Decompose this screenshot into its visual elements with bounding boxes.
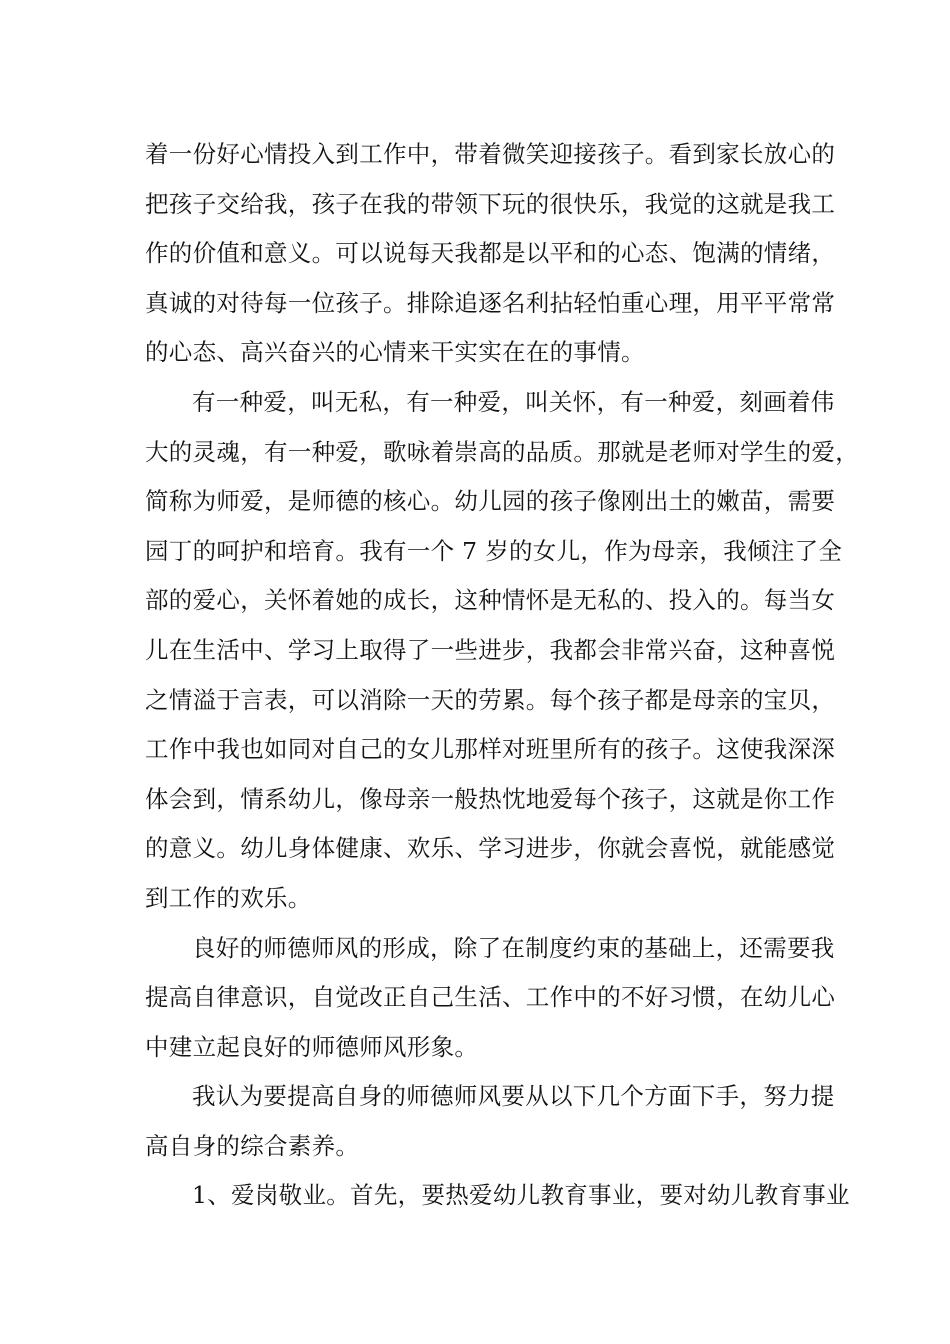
- text-line: 提高自律意识，自觉改正自己生活、工作中的不好习惯，在幼儿心: [145, 983, 836, 1012]
- text-line: 真诚的对待每一位孩子。排除追逐名利拈轻怕重心理，用平平常常: [145, 288, 836, 317]
- text-line: 有一种爱，叫无私，有一种爱，叫关怀，有一种爱，刻画着伟: [192, 387, 835, 416]
- text-line: 部的爱心，关怀着她的成长，这种情怀是无私的、投入的。每当女: [145, 586, 836, 615]
- text-line: 作的价值和意义。可以说每天我都是以平和的心态、饱满的情绪，: [145, 239, 836, 268]
- text-line: 大的灵魂，有一种爱，歌咏着崇高的品质。那就是老师对学生的爱，: [145, 437, 859, 466]
- text-line: 体会到，情系幼儿，像母亲一般热忱地爱每个孩子，这就是你工作: [145, 784, 836, 813]
- text-line: 园丁的呵护和培育。我有一个 7 岁的女儿，作为母亲，我倾注了全: [145, 536, 843, 565]
- text-line: 高自身的综合素养。: [145, 1131, 360, 1160]
- text-line: 把孩子交给我，孩子在我的带领下玩的很快乐，我觉的这就是我工: [145, 189, 836, 218]
- text-line: 中建立起良好的师德师风形象。: [145, 1032, 479, 1061]
- text-line: 工作中我也如同对自己的女儿那样对班里所有的孩子。这使我深深: [145, 735, 836, 764]
- text-line: 到工作的欢乐。: [145, 883, 312, 912]
- text-line: 良好的师德师风的形成，除了在制度约束的基础上，还需要我: [192, 933, 835, 962]
- document-body: [145, 130, 859, 1221]
- text-line: 着一份好心情投入到工作中，带着微笑迎接孩子。看到家长放心的: [145, 140, 836, 168]
- text-line: 简称为师爱，是师德的核心。幼儿园的孩子像刚出土的嫩苗，需要: [145, 487, 836, 516]
- text-line: 我认为要提高自身的师德师风要从以下几个方面下手，努力提: [192, 1082, 835, 1111]
- text-line: 的心态、高兴奋兴的心情来干实实在在的事情。: [145, 338, 645, 367]
- text-line: 儿在生活中、学习上取得了一些进步，我都会非常兴奋，这种喜悦: [145, 635, 836, 664]
- text-line: 1、爱岗敬业。首先，要热爱幼儿教育事业，要对幼儿教育事业: [192, 1181, 850, 1210]
- text-line: 之情溢于言表，可以消除一天的劳累。每个孩子都是母亲的宝贝，: [145, 685, 836, 714]
- text-line: 的意义。幼儿身体健康、欢乐、学习进步，你就会喜悦，就能感觉: [145, 834, 836, 863]
